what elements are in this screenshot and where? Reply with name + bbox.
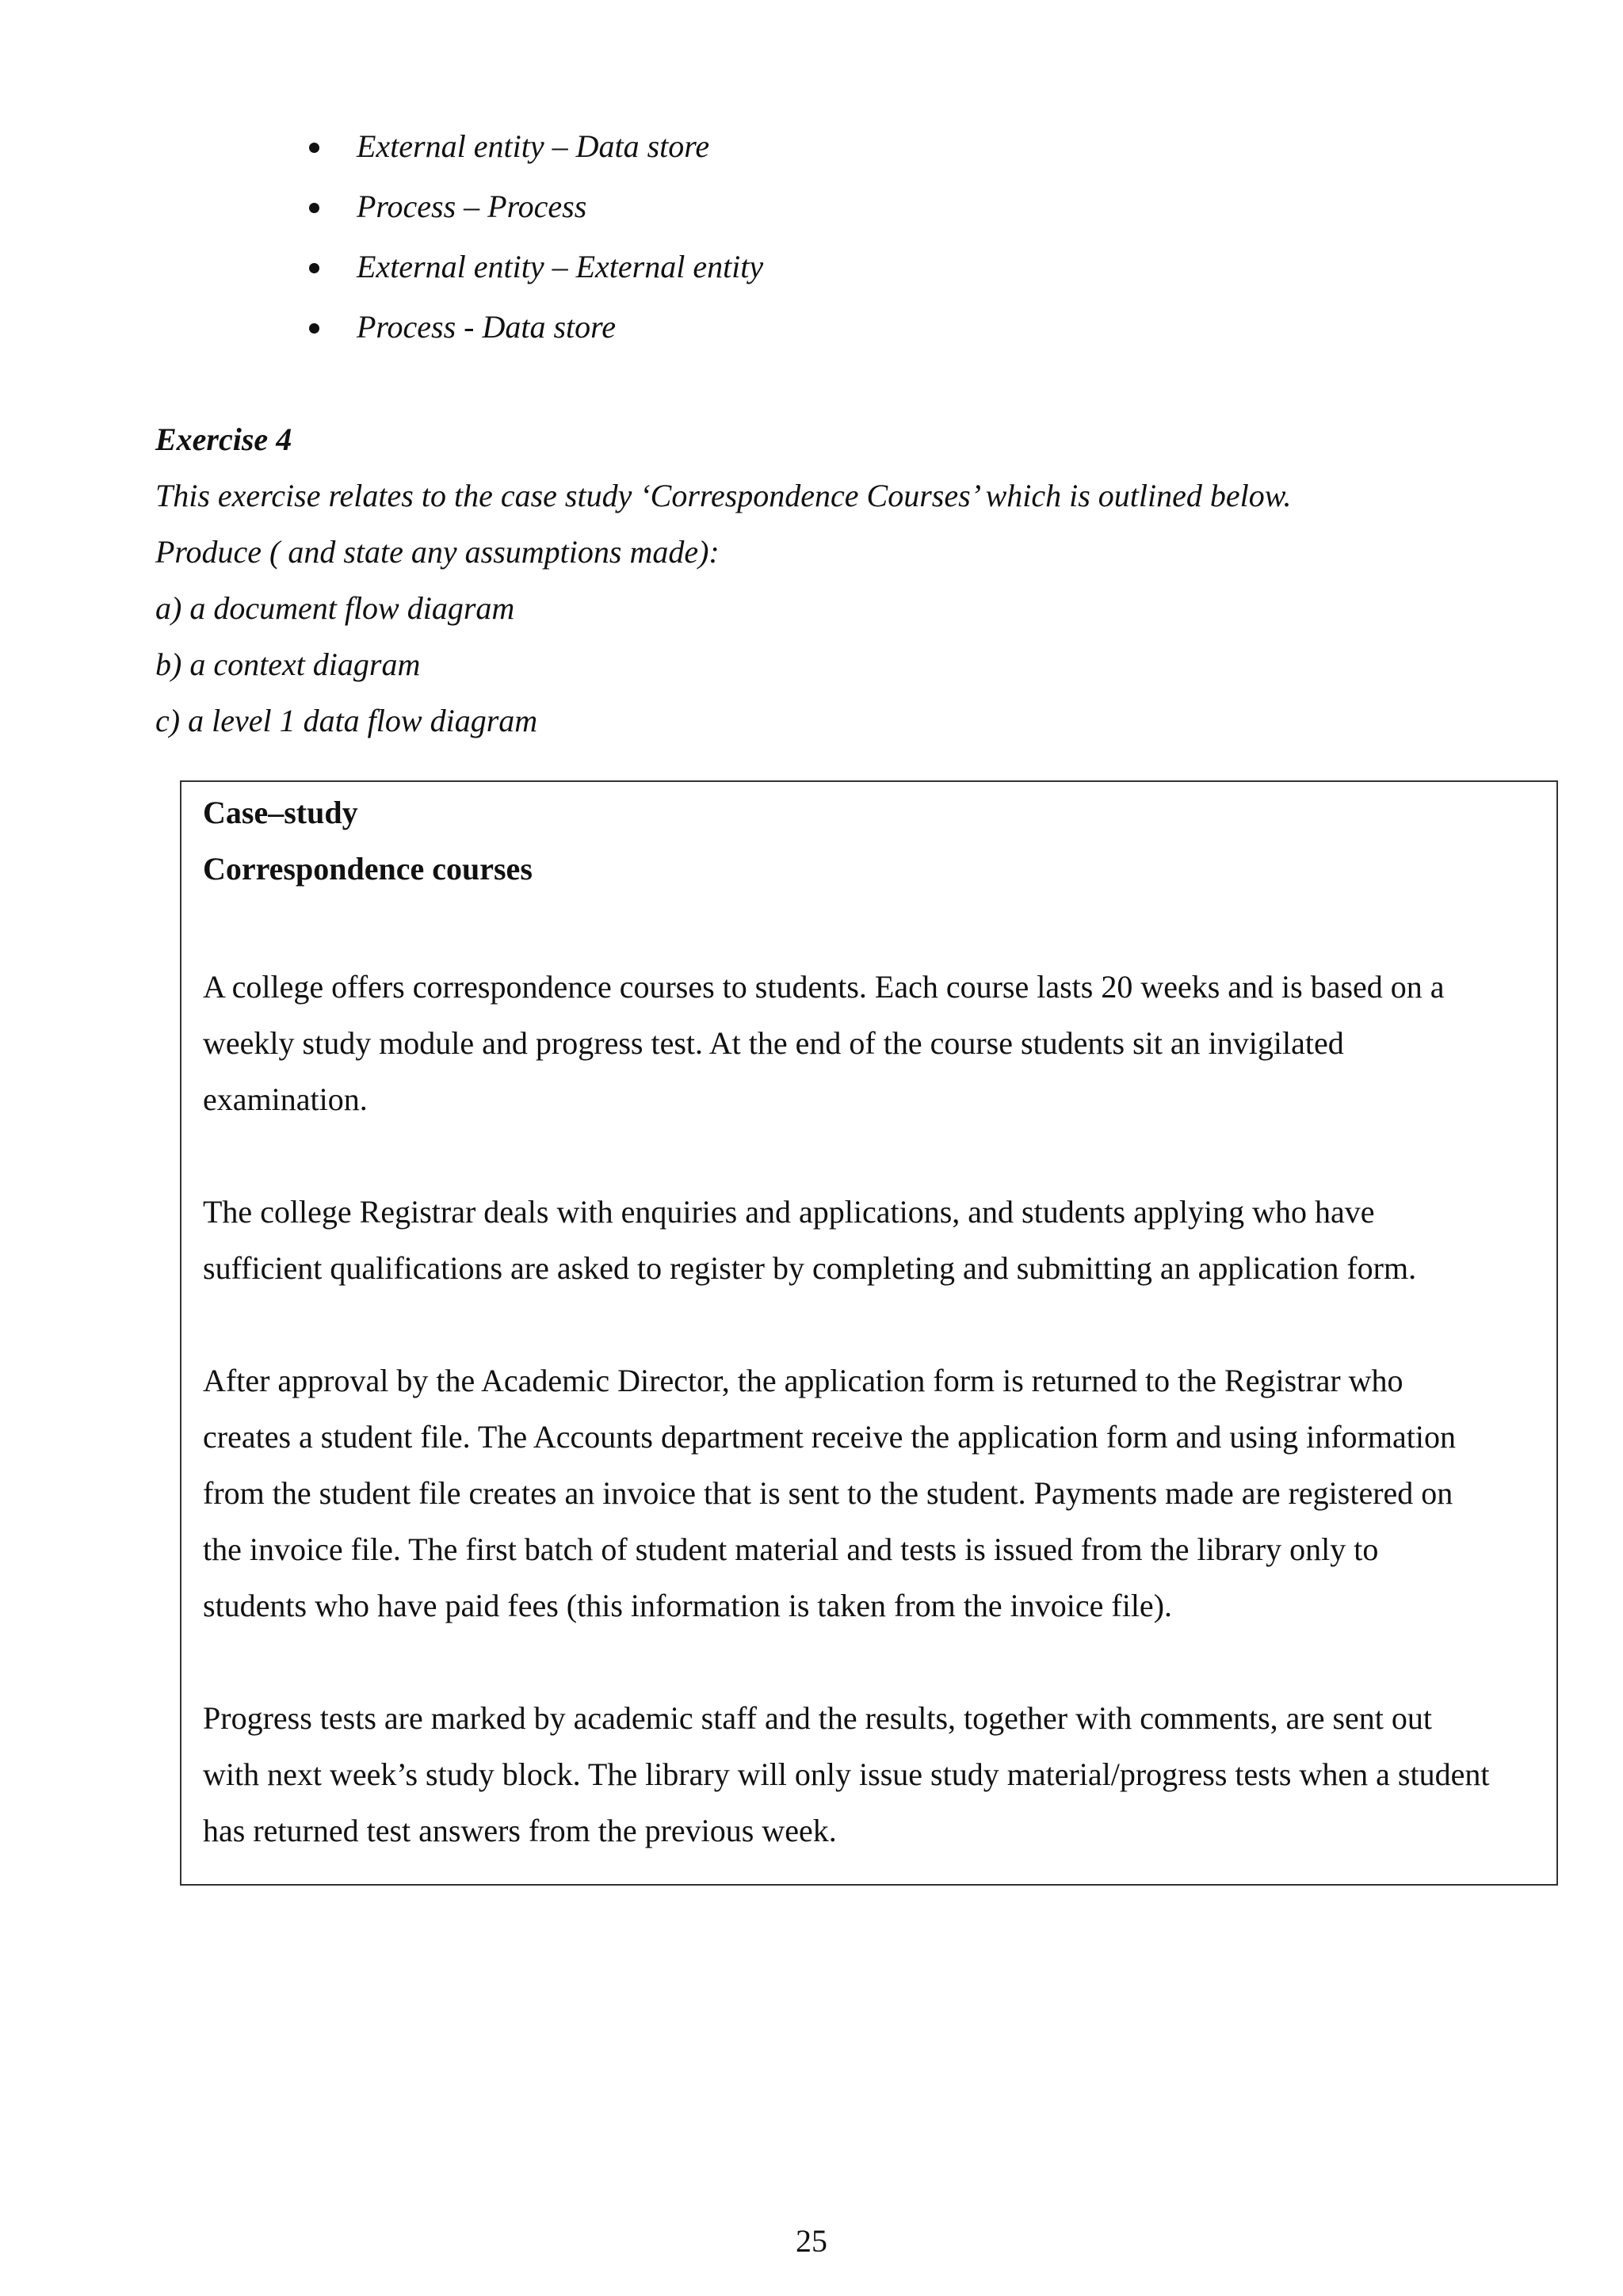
case-study-paragraph: After approval by the Academic Director, the application form is returned to the Registrar who creates a student file. The Accounts department receive the application form and using information from the student file creates an invoice that is sent to the student. Payments made are registered on the invoice file. The first batch of student material and tests is issued from the library only to students who have paid fees (this information is taken from the invoice file).	[203, 1363, 1456, 1623]
bullet-item	[301, 124, 763, 184]
bullet-text: Process – Process	[357, 189, 587, 224]
exercise-produce: Produce ( and state any assumptions made):	[155, 534, 720, 570]
bullet-item	[301, 304, 763, 364]
bullet-dot-icon	[309, 143, 319, 153]
case-study-title: Case–study	[203, 795, 358, 830]
case-study-box	[180, 780, 1558, 1886]
bullet-dot-icon	[309, 323, 319, 334]
bullet-item	[301, 244, 763, 304]
exercise-item: c) a level 1 data flow diagram	[155, 703, 538, 738]
bullet-text: Process - Data store	[357, 309, 616, 345]
exercise-item: a) a document flow diagram	[155, 590, 515, 626]
bullet-list	[301, 124, 763, 364]
case-study-paragraph: Progress tests are marked by academic staff and the results, together with comments, are sent out with next week’s study block. The library will only issue study material/progress tests when a student has returned test answers from the previous week.	[203, 1700, 1490, 1848]
exercise-heading: Exercise 4	[155, 421, 292, 457]
bullet-dot-icon	[309, 263, 319, 273]
page-number: 25	[796, 2223, 827, 2259]
case-study-content	[203, 790, 1550, 1915]
bullet-text: External entity – External entity	[357, 249, 764, 284]
exercise-intro: This exercise relates to the case study ‘Correspondence Courses’ which is outlined below.	[155, 478, 1292, 513]
bullet-item	[301, 184, 763, 244]
bullet-dot-icon	[309, 203, 319, 213]
exercise-section	[155, 417, 1503, 754]
case-study-subtitle: Correspondence courses	[203, 851, 533, 887]
bullet-text: External entity – Data store	[357, 128, 710, 164]
exercise-item: b) a context diagram	[155, 646, 421, 682]
case-study-paragraph: A college offers correspondence courses to students. Each course lasts 20 weeks and is based on a weekly study module and progress test. At the end of the course students sit an invigilated examination.	[203, 969, 1445, 1117]
case-study-paragraph: The college Registrar deals with enquiries and applications, and students applying who have sufficient qualifications are asked to register by completing and submitting an application form.	[203, 1194, 1417, 1286]
